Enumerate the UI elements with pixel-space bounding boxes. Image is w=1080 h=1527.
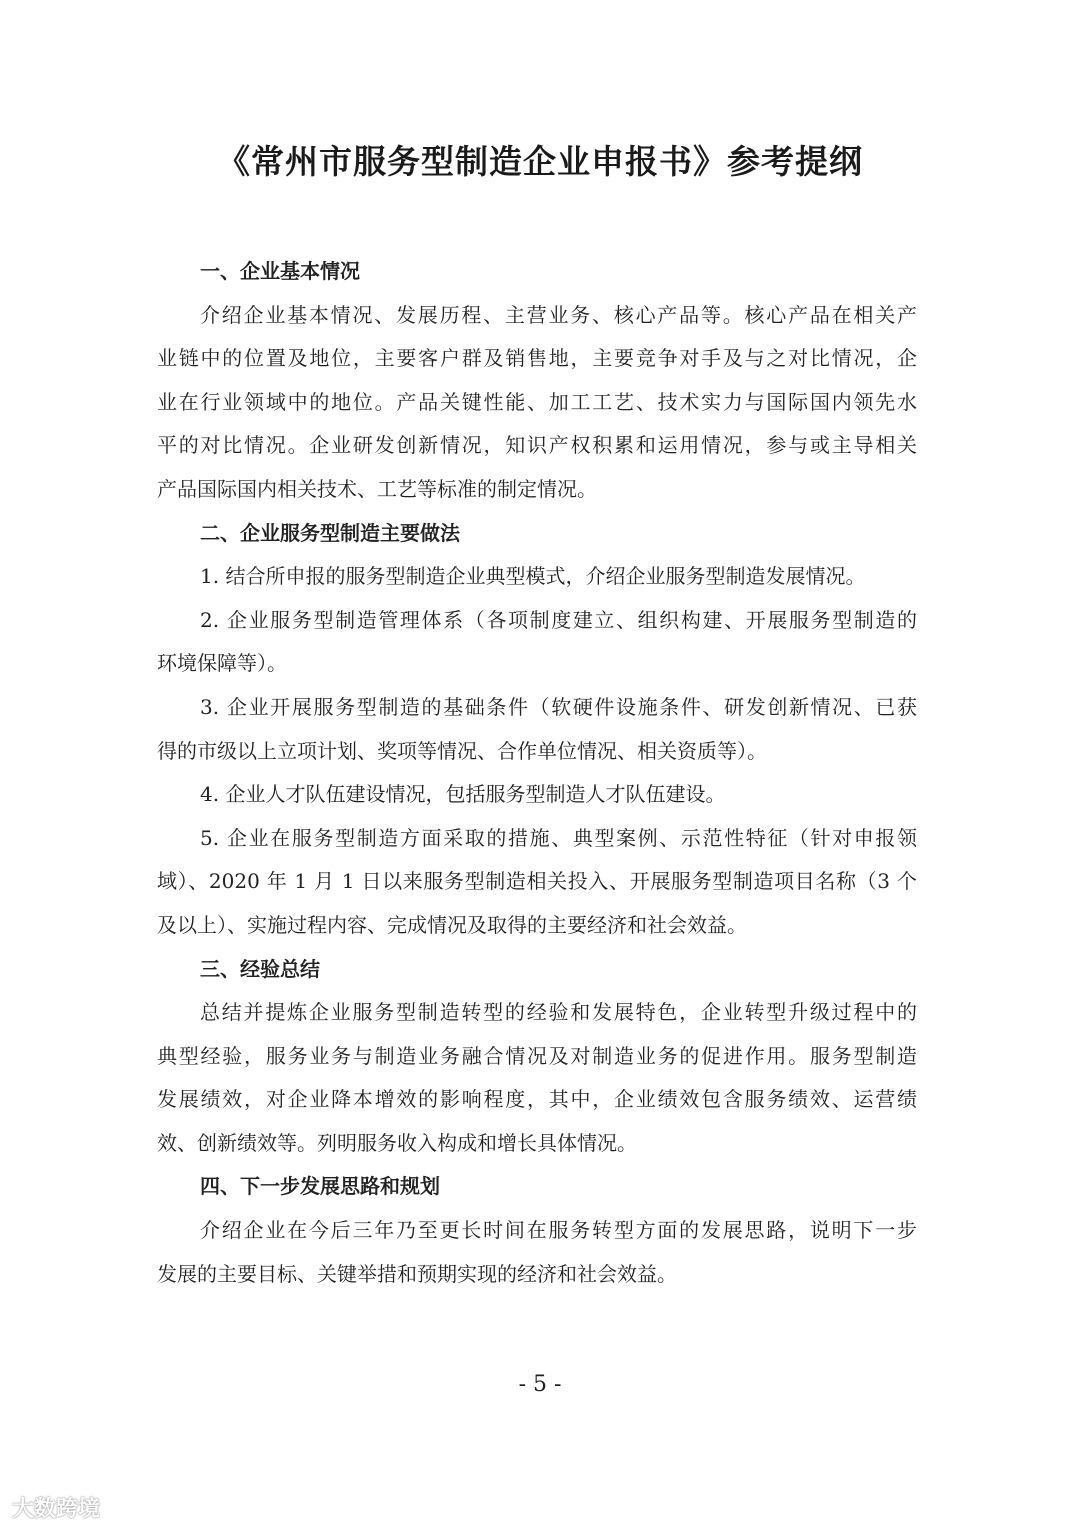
document-body [157, 250, 917, 1296]
page-number: - 5 - [518, 1372, 562, 1397]
paragraph-line: 介绍企业基本情况、发展历程、主营业务、核心产品等。核心产品在相关产 [200, 302, 917, 327]
paragraph-line: 典型经验，服务业务与制造业务融合情况及对制造业务的促进作用。服务型制造 [157, 1043, 917, 1068]
paragraph-line: 发展的主要目标、关键举措和预期实现的经济和社会效益。 [157, 1261, 677, 1286]
paragraph-line: 域）、2020 年 1 月 1 日以来服务型制造相关投入、开展服务型制造项目名称（3 个 [157, 869, 917, 894]
section-heading: 四、下一步发展思路和规划 [200, 1174, 440, 1199]
paragraph-line: 2. 企业服务型制造管理体系（各项制度建立、组织构建、开展服务型制造的 [200, 607, 917, 632]
paragraph-line: 环境保障等）。 [157, 651, 287, 676]
document-title: 《常州市服务型制造企业申报书》参考提纲 [217, 142, 863, 181]
paragraph-line: 5. 企业在服务型制造方面采取的措施、典型案例、示范性特征（针对申报领 [200, 825, 917, 850]
paragraph-line: 发展绩效，对企业降本增效的影响程度，其中，企业绩效包含服务绩效、运营绩 [157, 1087, 917, 1112]
paragraph-line: 及以上）、实施过程内容、完成情况及取得的主要经济和社会效益。 [157, 912, 747, 937]
paragraph-line: 产品国际国内相关技术、工艺等标准的制定情况。 [157, 476, 597, 501]
watermark-logo: 大数跨境 [12, 1497, 101, 1522]
paragraph-line: 介绍企业在今后三年乃至更长时间在服务转型方面的发展思路，说明下一步 [200, 1218, 917, 1243]
paragraph-line: 4. 企业人才队伍建设情况，包括服务型制造人才队伍建设。 [200, 782, 726, 807]
paragraph-line: 平的对比情况。企业研发创新情况，知识产权积累和运用情况，参与或主导相关 [157, 433, 917, 458]
paragraph-line: 3. 企业开展服务型制造的基础条件（软硬件设施条件、研发创新情况、已获 [200, 694, 917, 719]
paragraph-line: 得的市级以上立项计划、奖项等情况、合作单位情况、相关资质等）。 [157, 738, 767, 763]
paragraph-line: 业链中的位置及地位，主要客户群及销售地，主要竞争对手及与之对比情况，企 [157, 346, 917, 371]
paragraph-line: 业在行业领域中的地位。产品关键性能、加工工艺、技术实力与国际国内领先水 [157, 389, 917, 414]
section-heading: 二、企业服务型制造主要做法 [200, 520, 460, 545]
paragraph-line: 效、创新绩效等。列明服务收入构成和增长具体情况。 [157, 1130, 637, 1155]
paragraph-line: 1. 结合所申报的服务型制造企业典型模式，介绍企业服务型制造发展情况。 [200, 564, 866, 589]
section-heading: 三、经验总结 [200, 956, 320, 981]
section-heading: 一、企业基本情况 [200, 259, 360, 283]
paragraph-line: 总结并提炼企业服务型制造转型的经验和发展特色，企业转型升级过程中的 [200, 1000, 917, 1025]
